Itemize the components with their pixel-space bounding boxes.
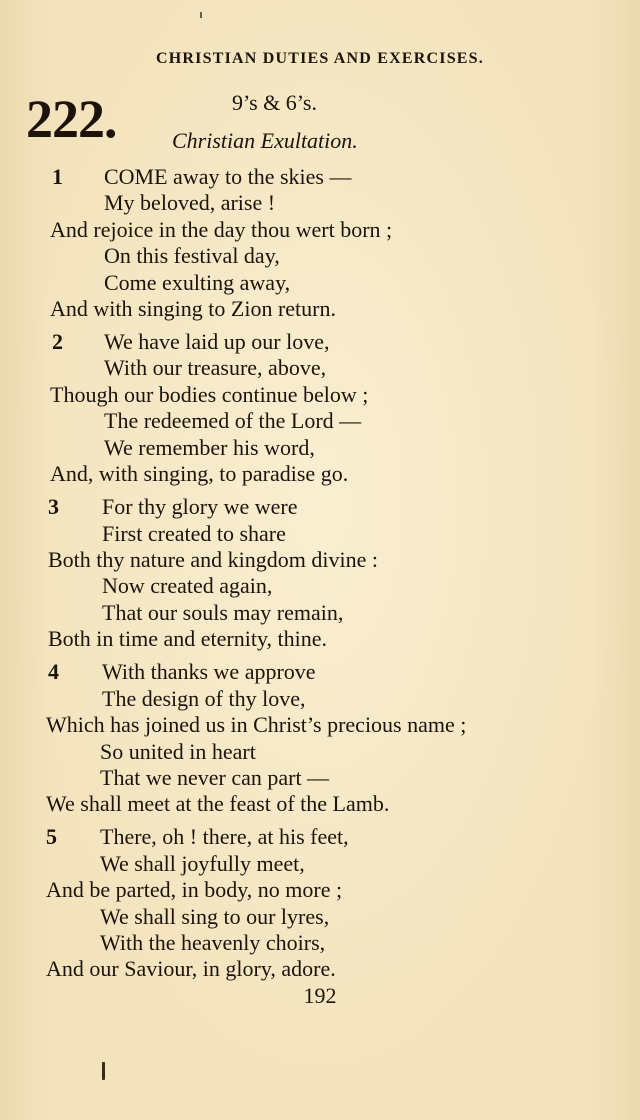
verse-line: The design of thy love, <box>102 686 306 711</box>
verse-line: My beloved, arise ! <box>104 190 276 215</box>
verse-line: Both thy nature and kingdom divine : <box>48 547 378 572</box>
verse-line: Both in time and eternity, thine. <box>48 626 328 651</box>
stanza-number: 2 <box>52 329 63 354</box>
verse-line: Though our bodies continue below ; <box>50 382 369 407</box>
verse-line: Now created again, <box>102 573 273 598</box>
verse-line: And be parted, in body, no more ; <box>46 877 343 902</box>
verse-line: With the heavenly choirs, <box>100 930 326 955</box>
verse-line: And our Saviour, in glory, adore. <box>46 956 336 981</box>
verse-line: So united in heart <box>100 739 256 764</box>
verse-line: We remember his word, <box>104 435 315 460</box>
verse-line: And rejoice in the day thou wert born ; <box>50 217 393 242</box>
verse-line: We shall sing to our lyres, <box>100 904 330 929</box>
verse-line: With our treasure, above, <box>104 355 327 380</box>
verse-line: Come exulting away, <box>104 270 291 295</box>
verse-line: We shall meet at the feast of the Lamb. <box>46 791 390 816</box>
hymn-title: Christian Exultation. <box>172 128 358 153</box>
stanza-number: 1 <box>52 164 63 189</box>
hymn-number: 222. <box>26 89 117 149</box>
verse-line: And, with singing, to paradise go. <box>50 461 349 486</box>
running-head: CHRISTIAN DUTIES AND EXERCISES. <box>156 50 484 67</box>
verse-line: We have laid up our love, <box>104 329 330 354</box>
verse-line: For thy glory we were <box>102 494 298 519</box>
stanza-number: 5 <box>46 824 57 849</box>
ink-speck <box>200 12 202 18</box>
verse-line: COME away to the skies — <box>104 164 352 189</box>
verse-line: We shall joyfully meet, <box>100 851 305 876</box>
verse-line: That our souls may remain, <box>102 600 344 625</box>
verse-line: With thanks we approve <box>102 659 316 684</box>
verse-line: And with singing to Zion return. <box>50 296 336 321</box>
page-number: 192 <box>303 983 337 1008</box>
verse-line: The redeemed of the Lord — <box>104 408 362 433</box>
stanza-number: 3 <box>48 494 59 519</box>
ink-speck <box>102 1062 105 1080</box>
verse-line: On this festival day, <box>104 243 280 268</box>
verse-line: First created to share <box>102 521 286 546</box>
hymn-meter: 9’s & 6’s. <box>232 90 317 115</box>
verse-line: There, oh ! there, at his feet, <box>100 824 349 849</box>
verse-line: Which has joined us in Christ’s precious name ; <box>46 712 467 737</box>
stanza-number: 4 <box>48 659 59 684</box>
verse-line: That we never can part — <box>100 765 330 790</box>
